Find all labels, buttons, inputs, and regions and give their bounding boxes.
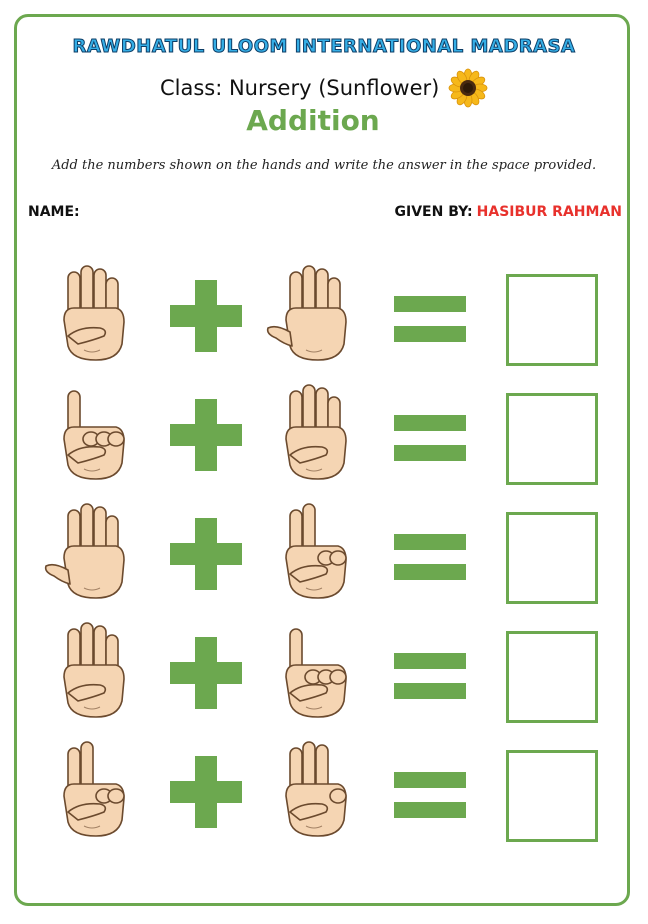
hand-5-fingers-icon [262, 262, 372, 366]
hand-1-fingers-icon [262, 619, 372, 723]
answer-box[interactable] [506, 274, 598, 366]
class-label: Class: Nursery (Sunflower) [159, 76, 440, 100]
given-by-label: GIVEN BY: [394, 204, 473, 220]
equals-sign [394, 534, 466, 580]
answer-box[interactable] [506, 750, 598, 842]
hand-2-fingers-icon [40, 738, 150, 842]
answer-box[interactable] [506, 512, 598, 604]
left-hand [40, 500, 150, 608]
instructions-text: Add the numbers shown on the hands and write the answer in the space provided. [51, 158, 597, 173]
plus-sign [170, 518, 242, 590]
plus-sign [170, 399, 242, 471]
right-hand [262, 738, 372, 846]
hand-4-fingers-icon [40, 262, 150, 366]
plus-sign [170, 756, 242, 828]
hand-4-fingers-icon [40, 619, 150, 723]
problem-row [0, 738, 648, 842]
left-hand [40, 619, 150, 727]
sunflower-icon [448, 68, 488, 108]
hand-3-fingers-icon [262, 738, 372, 842]
name-label: NAME: [28, 204, 80, 220]
plus-sign [170, 280, 242, 352]
problem-row [0, 381, 648, 485]
left-hand [40, 262, 150, 370]
right-hand [262, 619, 372, 727]
equals-sign [394, 772, 466, 818]
problem-row [0, 262, 648, 366]
hand-4-fingers-icon [262, 381, 372, 485]
teacher-name: HASIBUR RAHMAN [476, 204, 622, 220]
school-name: RAWDHATUL ULOOM INTERNATIONAL MADRASA [72, 36, 576, 57]
plus-sign [170, 637, 242, 709]
right-hand [262, 381, 372, 489]
page-title: Addition [246, 104, 380, 137]
left-hand [40, 738, 150, 846]
right-hand [262, 262, 372, 370]
hand-2-fingers-icon [262, 500, 372, 604]
answer-box[interactable] [506, 393, 598, 485]
equals-sign [394, 296, 466, 342]
left-hand [40, 381, 150, 489]
problem-row [0, 619, 648, 723]
answer-box[interactable] [506, 631, 598, 723]
class-line [0, 68, 648, 108]
given-by [395, 204, 622, 220]
right-hand [262, 500, 372, 608]
hand-5-fingers-icon [40, 500, 150, 604]
equals-sign [394, 415, 466, 461]
hand-1-fingers-icon [40, 381, 150, 485]
problem-row [0, 500, 648, 604]
equals-sign [394, 653, 466, 699]
